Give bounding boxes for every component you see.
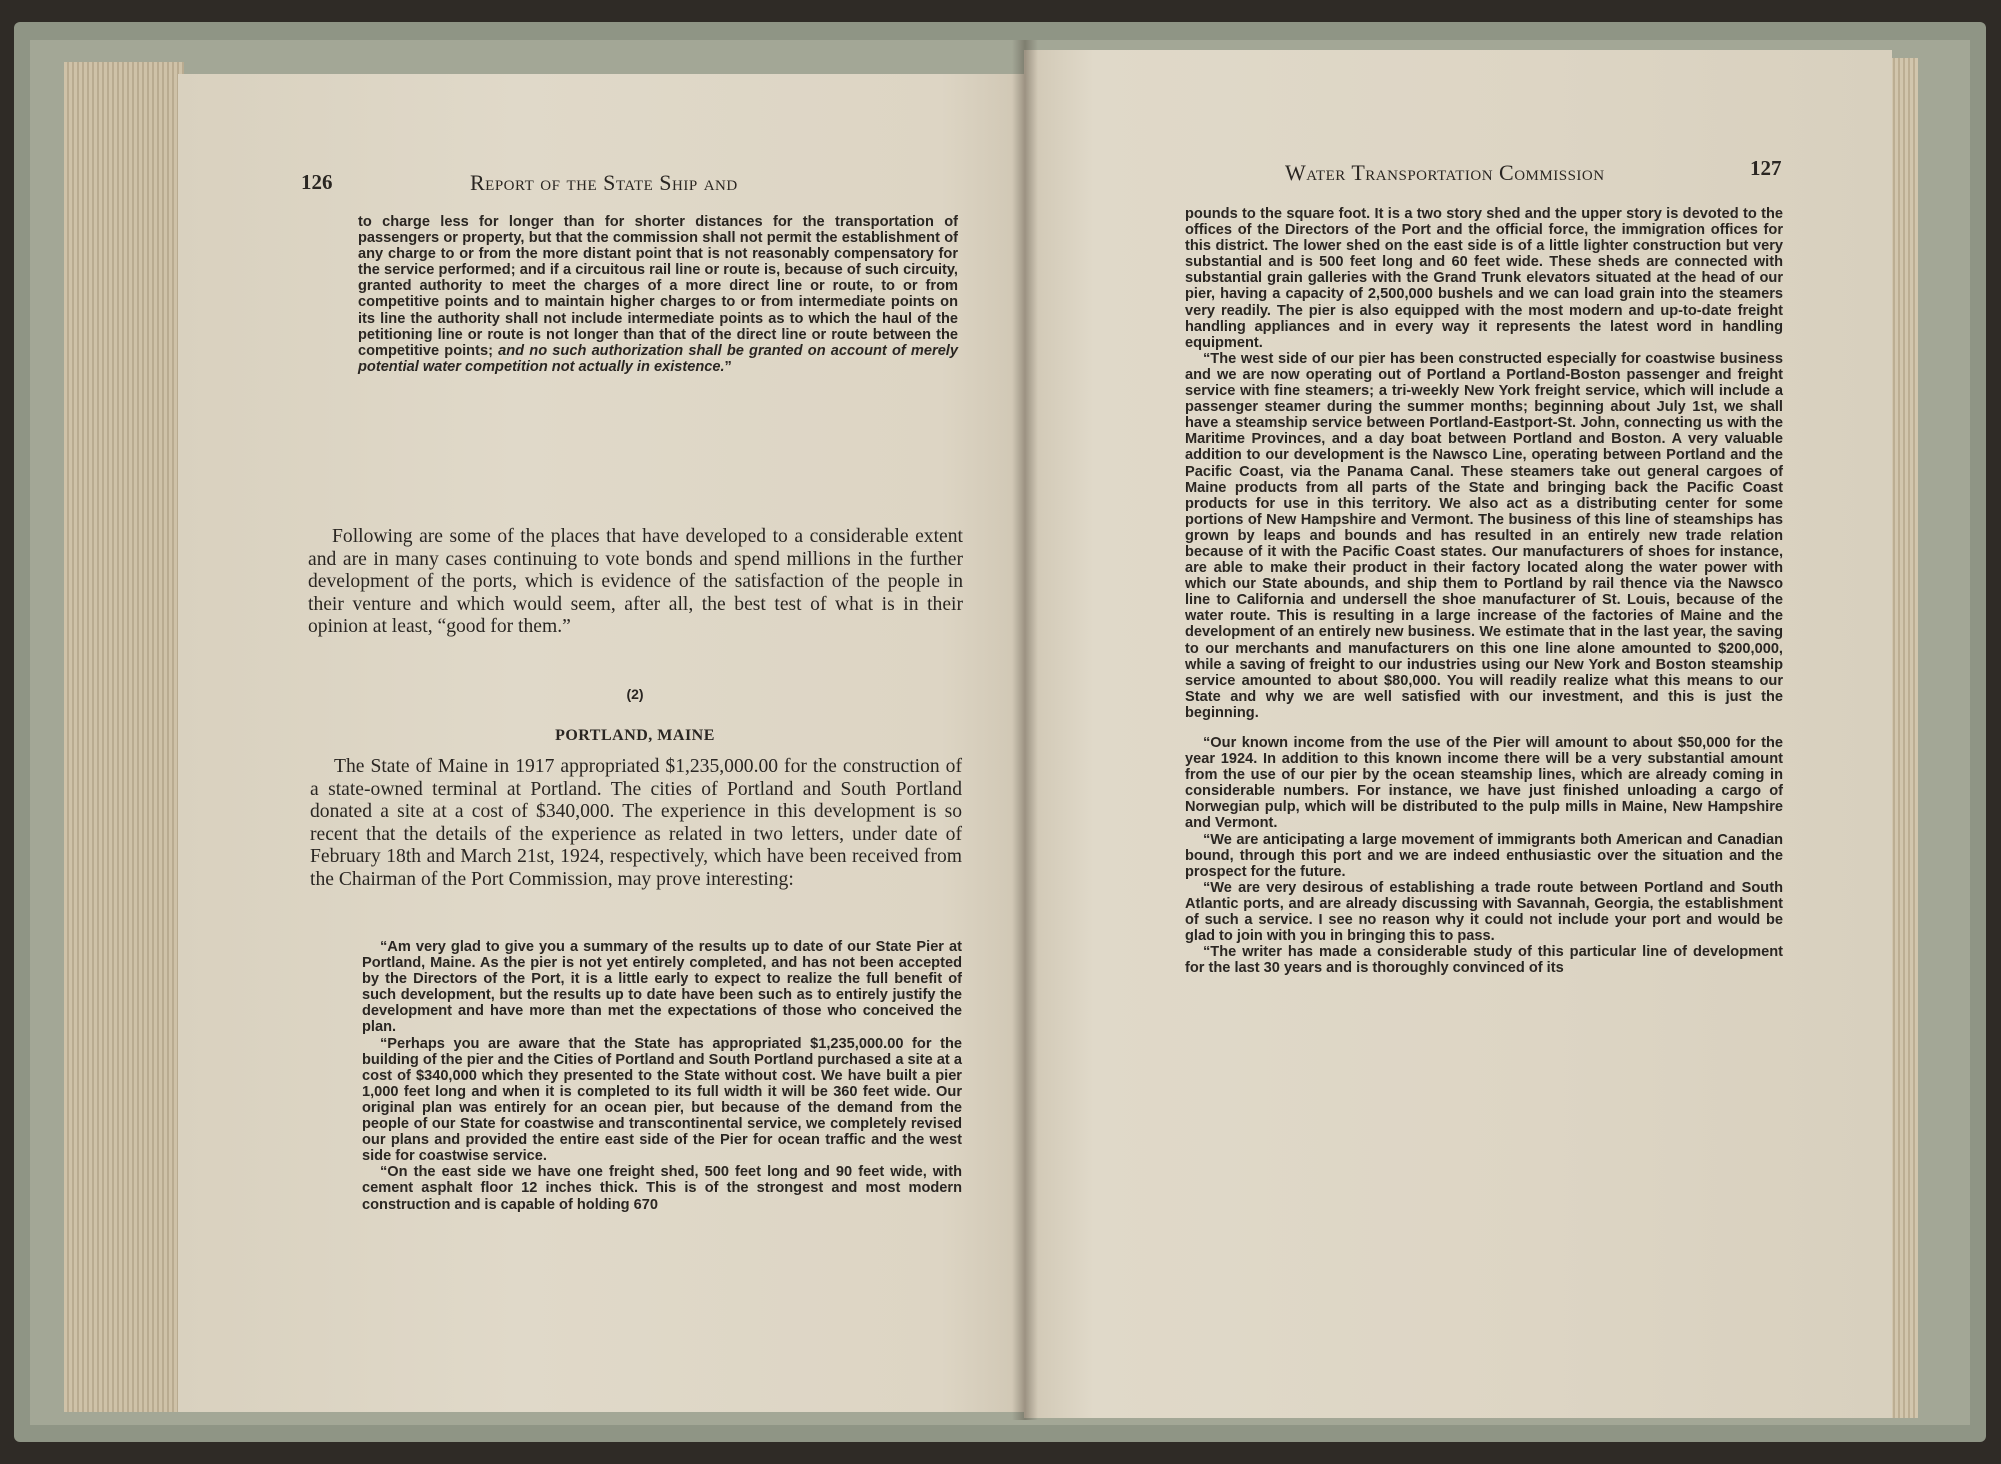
letter-paragraph: “We are anticipating a large movement of immigrants both American and Canadian bound, through this port and we are indeed enthusiastic over the situation and the prospect for the future. [1185,831,1783,880]
quote-text: to charge less for longer than for shorter distances for the transportation of passengers or property, but that the commission shall not permit the establishment of any charge to or from the more distant point that is not reasonably compensatory for the service performed; and if a circuitous rail line or route is, because of such circuity, granted authority to meet the charges of a more direct line or route, to or from competitive points and to maintain higher charges to or from intermediate points on its line the authority shall not include intermediate points as to which the haul of the petitioning line or route is not longer than that of the direct line or route between the competitive points; [358,214,958,359]
book-gutter [1012,40,1038,1420]
quote-italic-text: and no such authorization shall be granted on account of merely potential water competition not actually in existence. [358,342,958,375]
letter-paragraph: “On the east side we have one freight shed, 500 feet long and 90 feet wide, with cement asphalt floor 12 inches thick. This is of the strongest and most modern construction and is capable of holding 670 [362,1164,962,1213]
letter-excerpt-left [362,939,962,1213]
following-paragraph: Following are some of the places that have developed to a considerable extent and are in many cases continuing to vote bonds and spend millions in the further development of the ports, which is evidence of the satisfaction of the people in their venture and which would seem, after all, the best test of what is in their opinion at least, “good for them.” [308,526,963,638]
letter-paragraph: “The west side of our pier has been constructed especially for coastwise business and we are now operating out of Portland a Portland-Boston passenger and freight service with fine steamers; a tri-weekly New York freight service, which will include a passenger steamer during the summer months; beginning about July 1st, we shall have a steamship service between Portland-Eastport-St. John, connecting us with the Maritime Provinces, and a day boat between Portland and Boston. A very valuable addition to our development is the Nawsco Line, operating between Portland and the Pacific Coast, via the Panama Canal. These steamers take out general cargoes of Maine products from all parts of the State and bringing back the Pacific Coast products for use in this territory. We also act as a distributing center for some portions of New Hampshire and Vermont. The business of this line of steamships has grown by leaps and bounds and has resulted in an entirely new trade relation because of it with the Pacific Coast states. Our manufacturers of shoes for instance, are able to make their product in their factory located along the water power with which our State abounds, and ship them to Portland by rail thence via the Nawsco line to California and undersell the shoe manufacturer of St. Louis, because of the water route. This is resulting in a large increase of the factories of Maine and the development of an entirely new business. We estimate that in the last year, the saving to our merchants and manufacturers on this one line alone amounted to $200,000, while a saving of freight to our industries using our New York and Boston steamship service amounted to about $80,000. You will readily realize what this means to our State and why we are well satisfied with our investment, and this is just the beginning. [1185,350,1783,721]
letter-paragraph: “Our known income from the use of the Pier will amount to about $50,000 for the year 1924. In addition to this known income there will be a very substantial amount from the use of our pier by the ocean steamship lines, which are already coming in considerable numbers. For instance, we have just finished unloading a cargo of Norwegian pulp, which will be distributed to the pulp mills in Maine, New Hampshire and Vermont. [1185,735,1783,832]
page-edges-left [64,62,184,1412]
letter-paragraph: “We are very desirous of establishing a trade route between Portland and South Atlantic ports, and are already discussing with Savannah, Georgia, the establishment of such a service. I see no reason why it could not include your port and would be glad to join with you in bringing this to pass. [1185,879,1783,945]
letter-paragraph: pounds to the square foot. It is a two story shed and the upper story is devoted to the offices of the Directors of the Port and the official force, the immigration offices for this district. The lower shed on the east side is of a little lighter construction but very substantial and is 500 feet long and 60 feet wide. These sheds are connected with substantial grain galleries with the Grand Trunk elevators situated at the head of our pier, having a capacity of 2,500,000 bushels and we can load grain into the steamers very readily. The pier is also equipped with the most modern and up-to-date freight handling appliances and in every way it represents the latest word in handling equipment. [1185,206,1783,351]
letter-paragraph: “Am very glad to give you a summary of the results up to date of our State Pier at Portland, Maine. As the pier is not yet entirely completed, and has not been accepted by the Directors of the Port, it is a little early to expect to realize the full benefit of such development, but the results up to date have been such as to entirely justify the development and have more than met the expectations of those who conceived the plan. [362,939,962,1036]
right-page-number: 127 [1750,156,1782,180]
letter-excerpt-right [1185,206,1783,976]
letter-paragraph: “Perhaps you are aware that the State has appropriated $1,235,000.00 for the building of the pier and the Cities of Portland and South Portland purchased a site at a cost of $340,000 which they presented to the State without cost. We have built a pier 1,000 feet long and when it is completed to its full width it will be 360 feet wide. Our original plan was entirely for an ocean pier, but because of the demand from the people of our State for coastwise and transcontinental service, we completely revised our plans and provided the entire east side of the Pier for ocean traffic and the west side for coastwise service. [362,1035,962,1165]
left-running-head: Report of the State Ship and [470,170,738,195]
left-quote-block [358,214,958,375]
left-page-number: 126 [301,170,333,194]
quote-end-mark: ” [724,358,732,375]
letter-paragraph: “The writer has made a considerable study of this particular line of development for the last 30 years and is thoroughly convinced of its [1185,944,1783,977]
section-title: PORTLAND, MAINE [555,727,715,744]
right-running-head: Water Transportation Commission [1285,160,1605,185]
section-number: (2) [626,686,644,702]
maine-paragraph: The State of Maine in 1917 appropriated $1,235,000.00 for the construction of a state-owned terminal at Portland. The cities of Portland and South Portland donated a site at a cost of $340,000. The experience in this development is so recent that the details of the experience as related in two letters, under date of February 18th and March 21st, 1924, respectively, which have been received from the Chairman of the Port Commission, may prove interesting: [310,756,962,890]
